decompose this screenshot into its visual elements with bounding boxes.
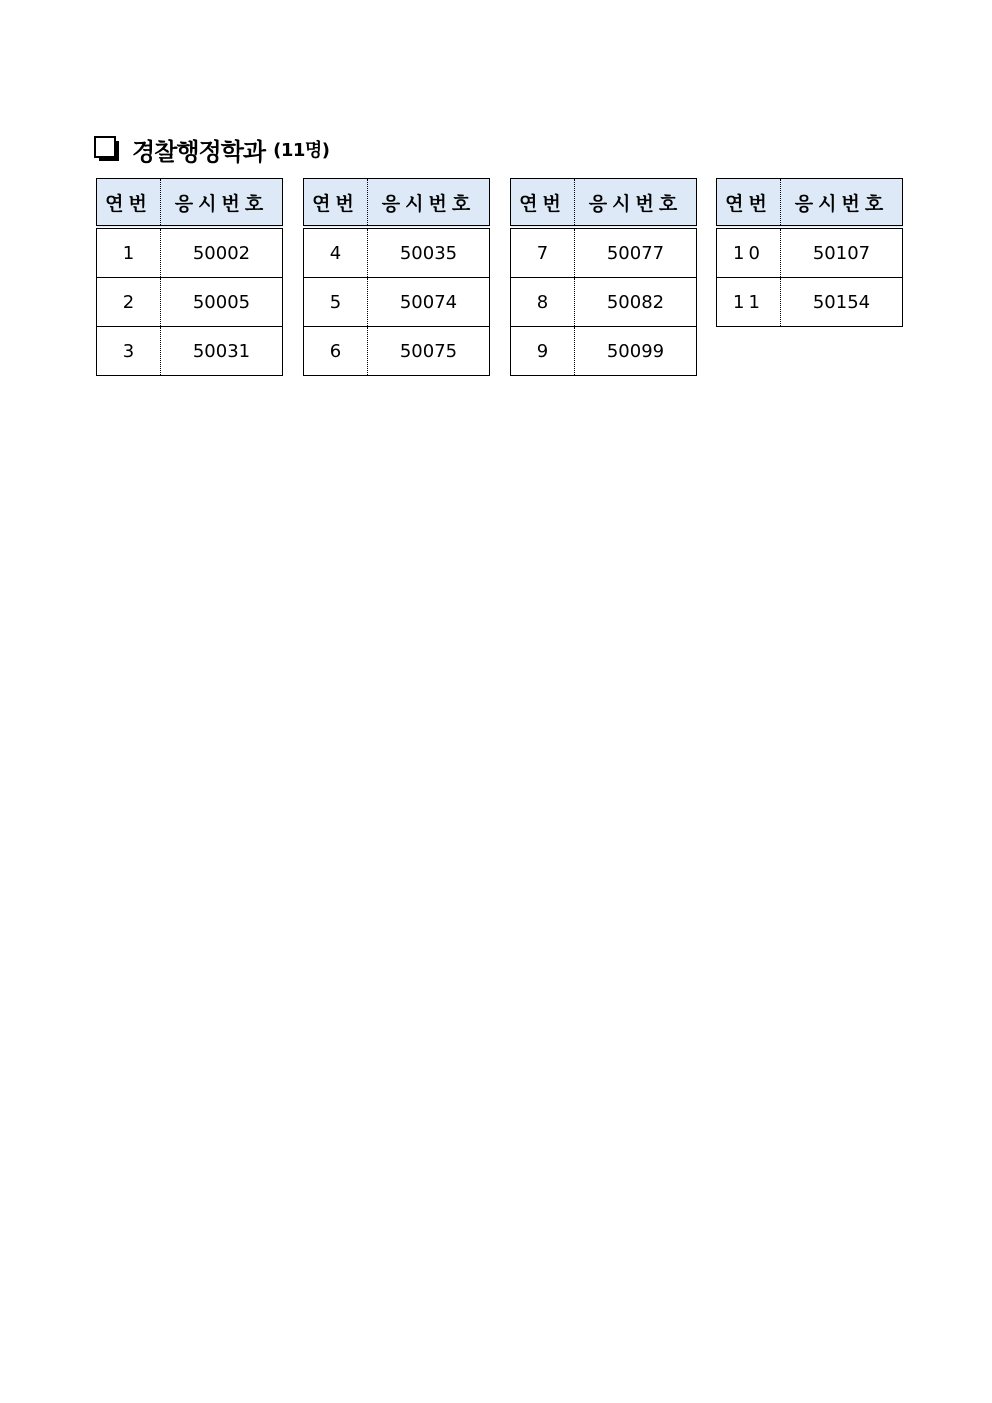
roster-table-4 [716, 178, 903, 327]
cell-exam-no: 50082 [575, 278, 697, 327]
cell-seq: 7 [511, 227, 575, 278]
cell-exam-no: 50031 [161, 327, 283, 376]
header-seq: 연번 [304, 179, 368, 228]
table-row [97, 278, 283, 327]
cell-seq: 8 [511, 278, 575, 327]
cell-seq: 11 [717, 278, 781, 327]
header-exam-no: 응시번호 [161, 179, 283, 228]
table-row [511, 227, 697, 278]
header-seq: 연번 [97, 179, 161, 228]
table-header-row [717, 179, 903, 228]
table-row [304, 327, 490, 376]
roster-table-2 [303, 178, 490, 376]
cell-exam-no: 50074 [368, 278, 490, 327]
header-seq: 연번 [511, 179, 575, 228]
section-title: 경찰행정학과 [132, 137, 266, 166]
section-heading [94, 132, 330, 166]
checkbox-bullet-icon [94, 136, 120, 162]
roster-table-1 [96, 178, 283, 376]
cell-exam-no: 50035 [368, 227, 490, 278]
table-header-row [304, 179, 490, 228]
cell-exam-no: 50075 [368, 327, 490, 376]
header-seq: 연번 [717, 179, 781, 228]
cell-seq: 2 [97, 278, 161, 327]
table-row [717, 227, 903, 278]
roster-table-3 [510, 178, 697, 376]
table-row [97, 327, 283, 376]
cell-exam-no: 50107 [781, 227, 903, 278]
table-row [304, 227, 490, 278]
cell-exam-no: 50002 [161, 227, 283, 278]
table-row [304, 278, 490, 327]
header-exam-no: 응시번호 [781, 179, 903, 228]
cell-exam-no: 50154 [781, 278, 903, 327]
table-row [511, 278, 697, 327]
table-row [717, 278, 903, 327]
header-exam-no: 응시번호 [368, 179, 490, 228]
header-exam-no: 응시번호 [575, 179, 697, 228]
table-row [511, 327, 697, 376]
table-header-row [97, 179, 283, 228]
cell-seq: 10 [717, 227, 781, 278]
cell-seq: 6 [304, 327, 368, 376]
cell-exam-no: 50077 [575, 227, 697, 278]
cell-seq: 4 [304, 227, 368, 278]
cell-seq: 9 [511, 327, 575, 376]
section-count: (11명) [273, 140, 330, 161]
cell-seq: 3 [97, 327, 161, 376]
table-header-row [511, 179, 697, 228]
cell-exam-no: 50099 [575, 327, 697, 376]
table-row [97, 227, 283, 278]
cell-seq: 5 [304, 278, 368, 327]
cell-seq: 1 [97, 227, 161, 278]
cell-exam-no: 50005 [161, 278, 283, 327]
